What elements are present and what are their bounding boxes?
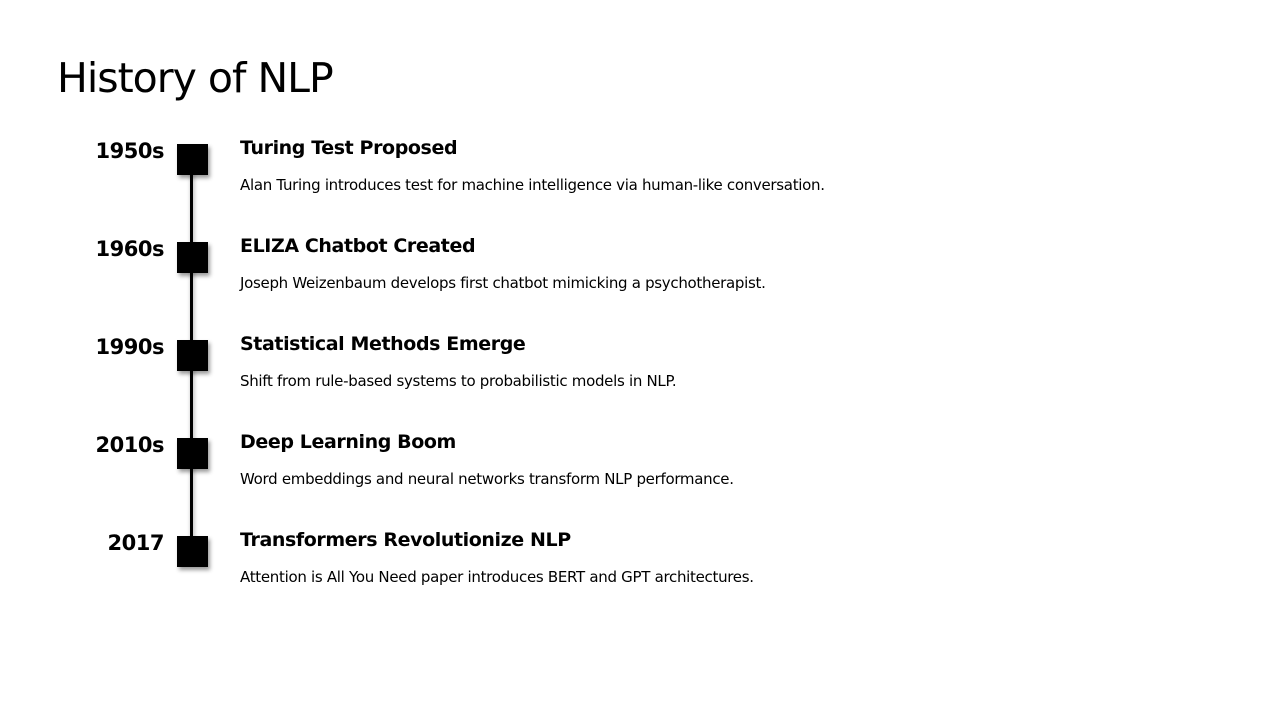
event-date: 1990s [95,335,164,359]
event-description: Alan Turing introduces test for machine intelligence via human-like conversation. [240,176,825,194]
event-description: Shift from rule-based systems to probabilistic models in NLP. [240,372,677,390]
event-title: ELIZA Chatbot Created [240,235,476,257]
timeline-event [0,333,1280,403]
event-title: Statistical Methods Emerge [240,333,526,355]
event-description: Attention is All You Need paper introduces BERT and GPT architectures. [240,568,754,586]
event-title: Deep Learning Boom [240,431,456,453]
timeline-marker [177,340,208,371]
event-title: Turing Test Proposed [240,137,458,159]
event-description: Word embeddings and neural networks transform NLP performance. [240,470,734,488]
timeline-event [0,529,1280,599]
timeline-marker [177,438,208,469]
timeline-event [0,431,1280,501]
event-date: 2017 [107,531,164,555]
timeline-marker [177,536,208,567]
event-description: Joseph Weizenbaum develops first chatbot mimicking a psychotherapist. [240,274,766,292]
event-date: 1960s [95,237,164,261]
timeline-event [0,137,1280,207]
timeline-event [0,235,1280,305]
timeline-marker [177,144,208,175]
event-title: Transformers Revolutionize NLP [240,529,571,551]
page-title: History of NLP [57,54,333,102]
event-date: 1950s [95,139,164,163]
timeline-marker [177,242,208,273]
event-date: 2010s [95,433,164,457]
